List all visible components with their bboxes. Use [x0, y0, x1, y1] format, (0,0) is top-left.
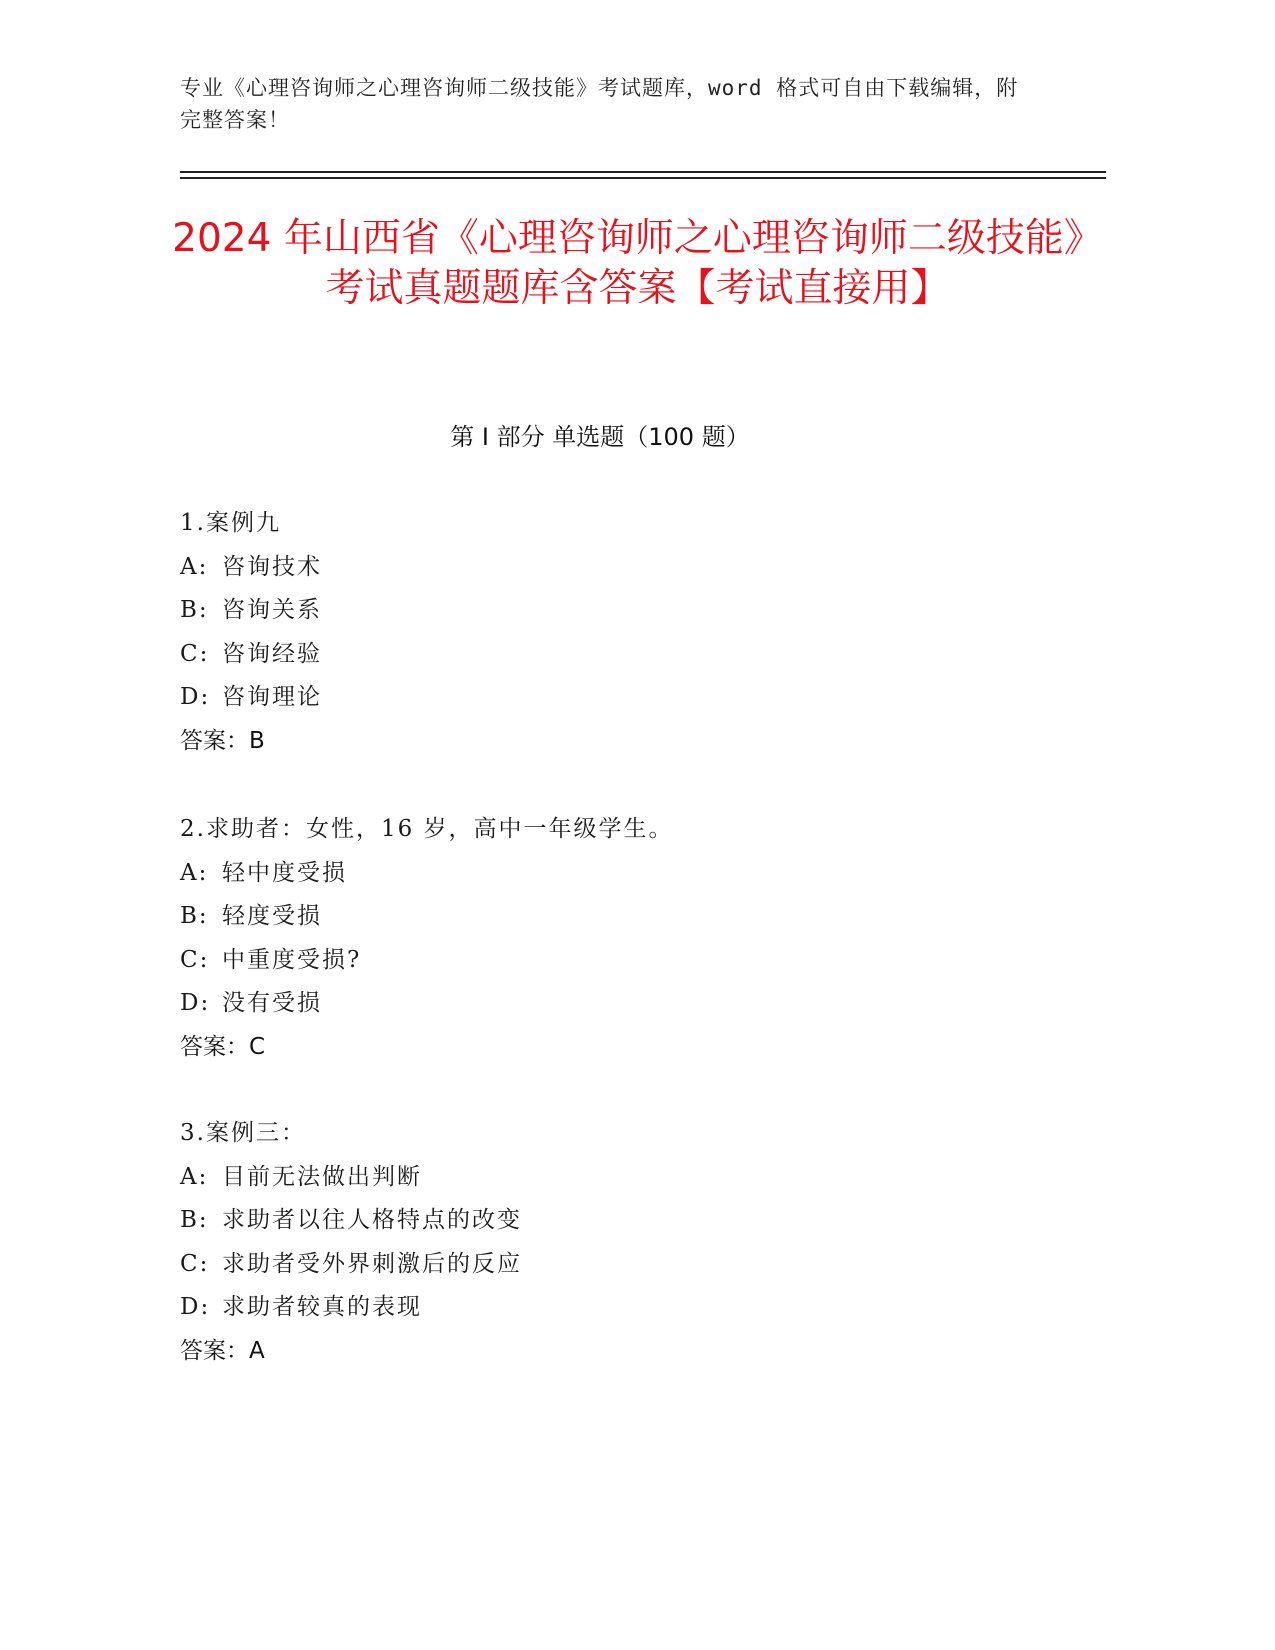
option-b [180, 589, 1080, 633]
option-letter: C: [180, 946, 210, 973]
question-1 [180, 502, 1080, 764]
section-heading: 第 I 部分 单选题（100 题） [450, 423, 750, 451]
answer: 答案：B [180, 727, 265, 754]
option-letter: D: [180, 990, 211, 1017]
option-text: 求助者以往人格特点的改变 [222, 1207, 522, 1234]
document-title: 2024 年山西省《心理咨询师之心理咨询师二级技能》考试真题题库含答案【考试直接用】 [172, 216, 1103, 311]
option-letter: B: [180, 1207, 209, 1234]
option-d [180, 982, 1080, 1026]
option-letter: D: [180, 1294, 211, 1321]
option-c [180, 1243, 1080, 1287]
header-divider-top [180, 171, 1106, 173]
option-text: 咨询关系 [222, 597, 322, 624]
option-letter: C: [180, 640, 210, 667]
option-c [180, 633, 1080, 677]
answer: 答案：C [180, 1033, 266, 1060]
option-letter: C: [180, 1250, 210, 1277]
option-text: 轻度受损 [222, 903, 322, 930]
answer: 答案：A [180, 1337, 265, 1364]
option-a [180, 852, 1080, 896]
option-letter: B: [180, 903, 209, 930]
option-text: 求助者较真的表现 [222, 1294, 422, 1321]
question-2 [180, 808, 1080, 1070]
option-letter: D: [180, 684, 211, 711]
option-text: 轻中度受损 [222, 859, 347, 886]
option-c [180, 939, 1080, 983]
option-letter: A: [180, 553, 209, 580]
option-a [180, 546, 1080, 590]
option-text: 中重度受损? [222, 946, 362, 973]
option-text: 咨询理论 [222, 684, 322, 711]
option-b [180, 895, 1080, 939]
option-letter: A: [180, 859, 209, 886]
option-b [180, 1199, 1080, 1243]
option-text: 咨询技术 [222, 553, 322, 580]
question-stem: 3.案例三： [180, 1120, 306, 1146]
option-text: 目前无法做出判断 [222, 1163, 422, 1190]
option-text: 咨询经验 [222, 640, 322, 667]
option-d [180, 676, 1080, 720]
option-text: 没有受损 [222, 990, 322, 1017]
question-stem: 1.案例九 [180, 510, 281, 536]
option-text: 求助者受外界刺激后的反应 [222, 1250, 522, 1277]
header-note: 专业《心理咨询师之心理咨询师二级技能》考试题库，word 格式可自由下载编辑，附完整答案！ [180, 76, 1019, 132]
question-stem: 2.求助者：女性，16 岁，高中一年级学生。 [180, 816, 674, 842]
option-letter: A: [180, 1163, 209, 1190]
option-a [180, 1156, 1080, 1200]
option-letter: B: [180, 597, 209, 624]
header-divider-bottom [180, 177, 1106, 179]
option-d [180, 1286, 1080, 1330]
question-3 [180, 1112, 1080, 1374]
